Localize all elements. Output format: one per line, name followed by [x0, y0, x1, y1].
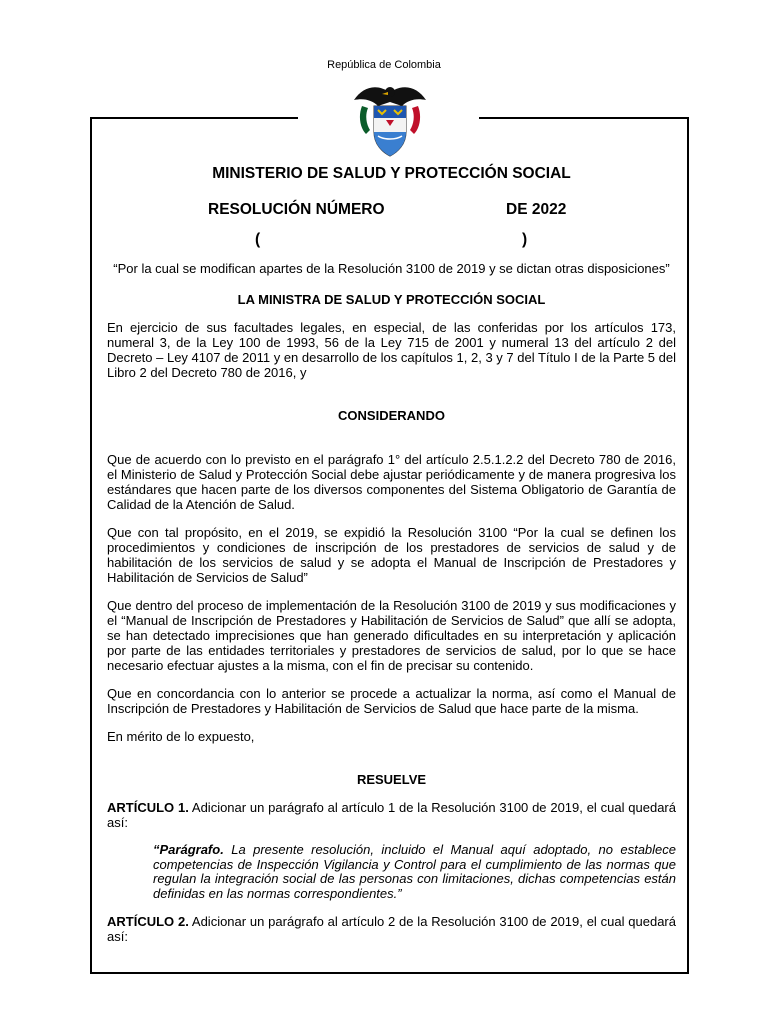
paren-close: ): [522, 231, 528, 248]
intro-paragraph: En ejercicio de sus facultades legales, en especial, de las conferidas por los artículos 173, numeral 3, de la Ley 100 de 1993, 56 de la Ley 715 de 2001 y numeral 13 del artículo 2 del Decreto – Ley 4107 de 2011 y en desarrollo de los capítulos 1, 2, 3 y 7 del Título I de la Parte 5 del Libro 2 del Decreto 780 de 2016, y: [107, 320, 676, 380]
article-2-label: ARTÍCULO 2.: [107, 914, 189, 929]
article-2-text: Adicionar un parágrafo al artículo 2 de la Resolución 3100 de 2019, el cual quedará así:: [107, 914, 676, 944]
paren-open: (: [255, 231, 261, 248]
resolution-number-line: [107, 201, 676, 221]
article-1-quote: [153, 843, 676, 901]
considerando-paragraph: Que de acuerdo con lo previsto en el parágrafo 1° del artículo 2.5.1.2.2 del Decreto 780 de 2016, el Ministerio de Salud y Protección Social debe ajustar periódicamente y de manera progresiva los estándares que hacen parte de los diversos componentes del Sistema Obligatorio de Garantía de Calidad de la Atención de Salud.: [107, 452, 676, 512]
resolution-date-placeholder: [107, 231, 676, 251]
paragrafo-label: “Parágrafo.: [153, 842, 224, 857]
article-2: [107, 914, 676, 944]
resolution-year: DE 2022: [506, 201, 567, 218]
considerando-heading: CONSIDERANDO: [338, 408, 445, 423]
considerando-paragraph: Que con tal propósito, en el 2019, se expidió la Resolución 3100 “Por la cual se definen los procedimientos y condiciones de inscripción de los prestadores de servicios de salud y de habilitación de los servicios de salud y se adopta el Manual de Inscripción de Prestadores y Habilitación de Servicios de Salud”: [107, 525, 676, 585]
article-1-text: Adicionar un parágrafo al artículo 1 de la Resolución 3100 de 2019, el cual quedará así:: [107, 800, 676, 830]
minister-heading: LA MINISTRA DE SALUD Y PROTECCIÓN SOCIAL: [237, 292, 546, 307]
resuelve-heading: RESUELVE: [356, 772, 427, 787]
paragrafo-text: La presente resolución, incluido el Manual aquí adoptado, no establece competencias de Inspección Vigilancia y Control para el cumplimiento de las normas que regulan la integración social de las personas con limitaciones, dichas competencias están definidas en las normas correspondientes.”: [153, 842, 676, 901]
resolution-label: RESOLUCIÓN NÚMERO: [208, 201, 385, 218]
considerando-paragraph: Que en concordancia con lo anterior se procede a actualizar la norma, así como el Manual de Inscripción de Prestadores y Habilitación de Servicios de Salud que hace parte de la misma.: [107, 686, 676, 716]
ministry-title: MINISTERIO DE SALUD Y PROTECCIÓN SOCIAL: [212, 165, 571, 182]
article-1-label: ARTÍCULO 1.: [107, 800, 189, 815]
country-label: República de Colombia: [327, 59, 441, 71]
considerando-paragraph: Que dentro del proceso de implementación de la Resolución 3100 de 2019 y sus modificaciones y el “Manual de Inscripción de Prestadores y Habilitación de Servicios de Salud” que allí se adopta, se han detectado imprecisiones que han generado dificultades en su interpretación y aplicación por parte de las entidades territoriales y prestadores de servicios de salud, por lo que se hace necesario efectuar ajustes a la misma, con el fin de precisar su contenido.: [107, 598, 676, 673]
considerando-paragraph: En mérito de lo expuesto,: [107, 729, 255, 744]
document-body: [107, 165, 676, 944]
article-1: [107, 800, 676, 830]
resolution-subtitle: “Por la cual se modifican apartes de la Resolución 3100 de 2019 y se dictan otras disposiciones”: [113, 261, 670, 276]
